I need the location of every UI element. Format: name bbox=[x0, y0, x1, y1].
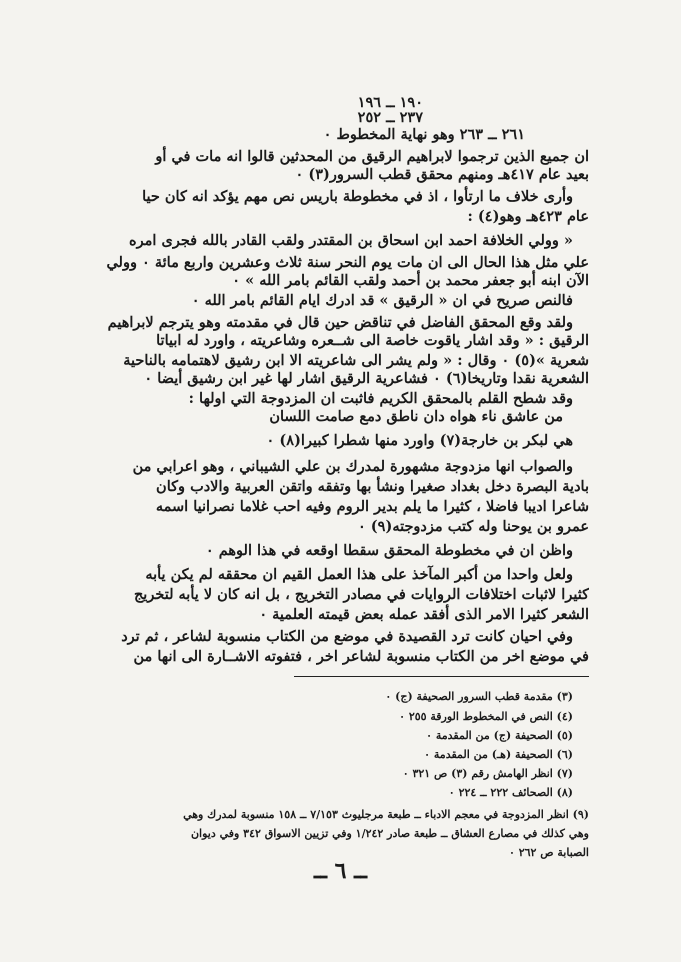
text-line: شاعرا اديبا فاضلا ، كثيرا ما يلم بدير الروم وفيه احب غلاما نصرانيا اسمه bbox=[155, 498, 589, 515]
footnote: (٦) الصحيفة (هـ) من المقدمة ٠ bbox=[424, 748, 573, 761]
text-line: علي مثل هذا الحال الى ان مات يوم النحر سنة ثلاث وعشرين واربع مائة ٠ وولي bbox=[106, 254, 589, 271]
page-number: ــ ٦ ــ bbox=[314, 858, 367, 884]
text-line: عام ٤٢٣هـ وهو(٤) : bbox=[467, 208, 589, 225]
text-line: وقد شطح القلم بالمحقق الكريم فاثبت ان المزدوجة التي اولها : bbox=[188, 390, 573, 407]
text-line: ٢٣٧ ــ ٢٥٢ bbox=[357, 109, 423, 126]
footnote: (٨) الصحائف ٢٢٢ ــ ٢٢٤ ٠ bbox=[448, 786, 573, 799]
text-line: والصواب انها مزدوجة مشهورة لمدرك بن علي الشيباني ، وهو اعرابي من bbox=[132, 458, 573, 475]
footnote: الصبابة ص ٢٦٢ ٠ bbox=[508, 846, 589, 859]
text-line: الشعرية نقدا وتاريخا(٦) ٠ فشاعرية الرقيق اشار لها غير ابن رشيق أيضا ٠ bbox=[144, 370, 589, 387]
text-line: كثيرا لاثبات اختلافات الروايات في مصادر التخريج ، بل انه كان لا يأبه لتخريج bbox=[133, 586, 589, 603]
text-line: شعرية »(٥) ٠ وقال : « ولم يشر الى شاعريته الا ابن رشيق لاهتمامه بالناحية bbox=[123, 352, 589, 369]
text-line: وفي احيان كانت ترد القصيدة في موضع من الكتاب منسوبة لشاعر ، ثم ترد bbox=[121, 628, 573, 645]
text-line: بادية البصرة دخل بغداد صغيرا ونشأ بها وتفقه واتقن العربية والادب وكان bbox=[156, 478, 589, 495]
text-line: الشعر كثيرا الامر الذى أفقد عمله بعض قيمته العلمية ٠ bbox=[259, 606, 589, 623]
text-line: ولعل واحدا من أكبر المآخذ على هذا العمل القيم ان محققه لم يكن يأبه bbox=[145, 566, 573, 583]
verse-line: من عاشق ناء هواه دان ناطق دمع صامت اللسان bbox=[269, 408, 563, 425]
text-line: الآن ابنه أبو جعفر محمد بن أحمد ولقب القائم بامر الله » ٠ bbox=[232, 272, 589, 289]
text-line: « وولي الخلافة احمد ابن اسحاق بن المقتدر ولقب القادر بالله فجرى امره bbox=[129, 232, 573, 249]
text-line: الرقيق : « وقد اشار ياقوت خاصة الى شــعره وشاعريته ، واورد له ابياتا bbox=[156, 332, 589, 349]
footnote-separator bbox=[294, 676, 589, 677]
text-line: ١٩٠ ــ ١٩٦ bbox=[357, 94, 423, 111]
footnote: (٤) النص في المخطوط الورقة ٢٥٥ ٠ bbox=[399, 710, 573, 723]
text-line: وأرى خلاف ما ارتأوا ، اذ في مخطوطة باريس نص مهم يؤكد انه كان حيا bbox=[142, 188, 573, 205]
text-line: ولقد وقع المحقق الفاضل في تناقض حين قال في مقدمته وهو يترجم لابراهيم bbox=[107, 314, 573, 331]
text-line: هي لبكر بن خارجة(٧) واورد منها شطرا كبيرا(٨) ٠ bbox=[266, 432, 573, 449]
footnote: (٧) انظر الهامش رقم (٣) ص ٣٢١ ٠ bbox=[402, 767, 573, 780]
footnote: وهي كذلك في مصارع العشاق ــ طبعة صادر ١/٢٤٢ وفي تزيين الاسواق ٣٤٢ وفي ديوان bbox=[190, 827, 589, 840]
footnote: (٩) انظر المزدوجة في معجم الادباء ــ طبعة مرجليوث ٧/١٥٣ ــ ١٥٨ منسوبة لمدرك وهي bbox=[183, 808, 589, 821]
text-line: ان جميع الذين ترجموا لابراهيم الرقيق من المحدثين قالوا انه مات في أو bbox=[155, 148, 589, 165]
text-line: عمرو بن يوحنا وله كتب مزدوجته(٩) ٠ bbox=[357, 518, 589, 535]
footnote: (٥) الصحيفة (ج) من المقدمة ٠ bbox=[426, 729, 573, 742]
text-line: بعيد عام ٤١٧هـ ومنهم محقق قطب السرور(٣) ٠ bbox=[295, 166, 589, 183]
text-line: فالنص صريح في ان « الرقيق » قد ادرك ايام القائم بامر الله ٠ bbox=[191, 292, 573, 309]
footnote: (٣) مقدمة قطب السرور الصحيفة (ج) ٠ bbox=[385, 690, 573, 703]
text-line: ٢٦١ ــ ٢٦٣ وهو نهاية المخطوط ٠ bbox=[323, 126, 525, 143]
text-line: في موضع اخر من الكتاب منسوبة لشاعر اخر ، فتفوته الاشــارة الى انها من bbox=[133, 648, 589, 665]
text-line: واظن ان في مخطوطة المحقق سقطا اوقعه في هذا الوهم ٠ bbox=[205, 542, 573, 559]
